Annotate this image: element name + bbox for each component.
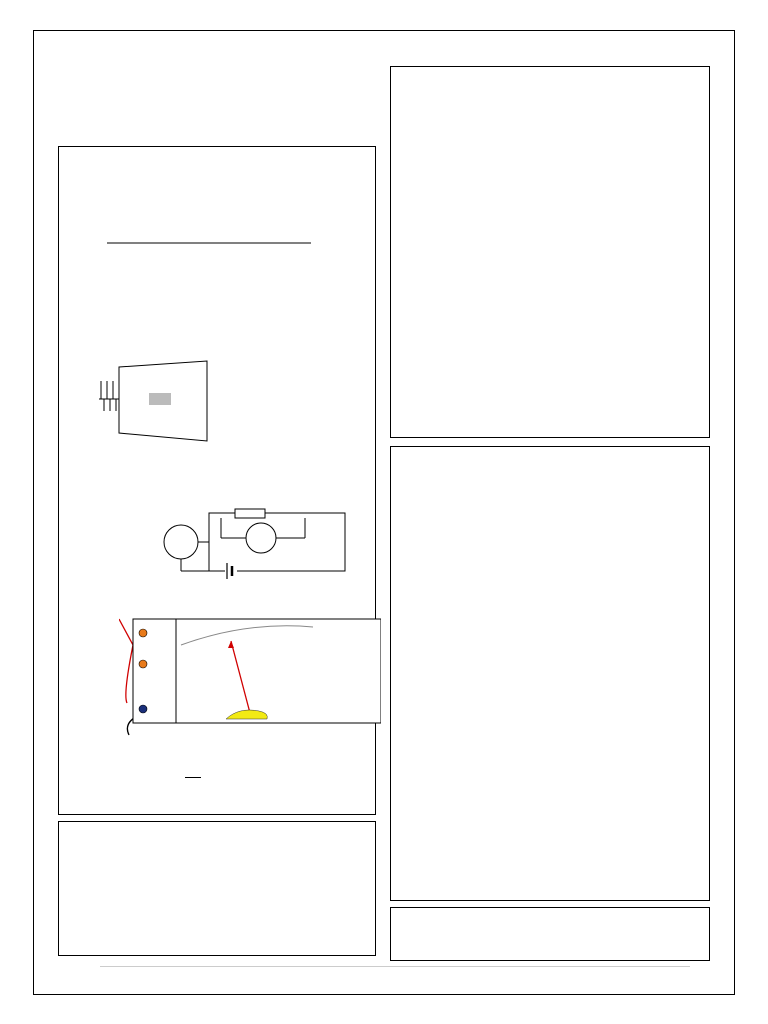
circular-motion-heading bbox=[405, 685, 417, 697]
vector-definition-box bbox=[58, 821, 376, 956]
micrometer-diagram bbox=[95, 359, 275, 443]
voltmeter-formula bbox=[175, 777, 206, 778]
mgmp-box bbox=[390, 907, 710, 961]
kinematics-box bbox=[390, 446, 710, 901]
terminal-12v bbox=[139, 629, 147, 637]
caliper-heading bbox=[71, 188, 80, 200]
circuit-diagram bbox=[155, 505, 355, 585]
terminal-common bbox=[139, 705, 147, 713]
measurement-box bbox=[58, 146, 376, 815]
terminal-3v bbox=[139, 660, 147, 668]
linear-motion-heading bbox=[405, 453, 417, 465]
voltmeter-dial-diagram bbox=[119, 615, 381, 755]
vernier-caliper-diagram bbox=[99, 205, 319, 285]
ammeter-heading bbox=[71, 461, 80, 473]
micrometer-heading bbox=[71, 346, 80, 358]
vector-formulas-box bbox=[390, 66, 710, 438]
footer-divider bbox=[100, 966, 690, 967]
